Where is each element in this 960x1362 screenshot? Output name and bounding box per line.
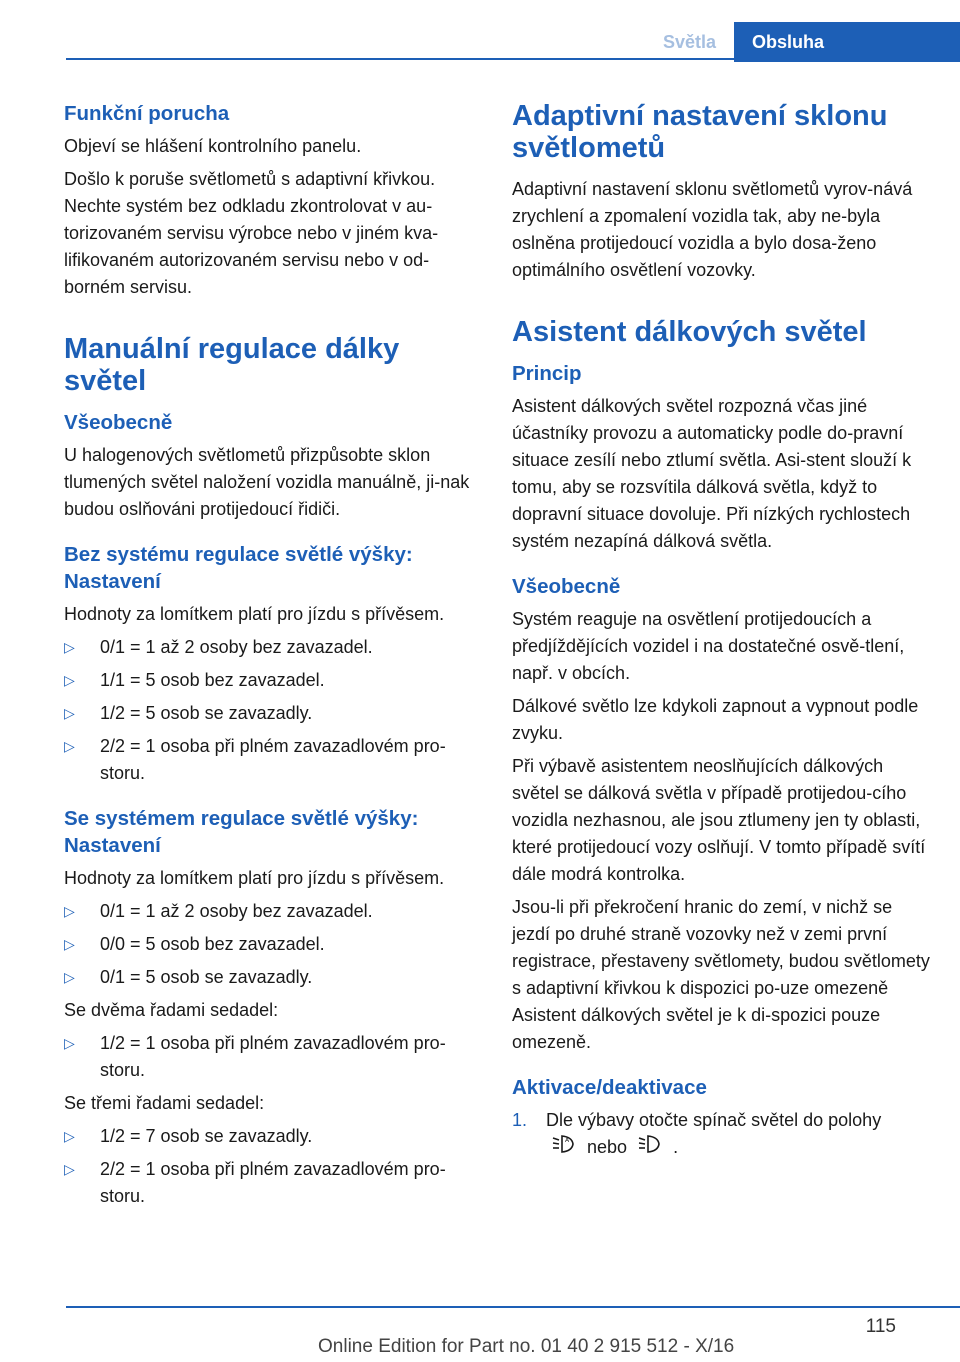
paragraph: Dálkové světlo lze kdykoli zapnout a vypnout podle zvyku.	[512, 696, 919, 743]
paragraph: Systém reaguje na osvětlení protijedoucích a předjíždějících vozidel i na dostatečné osvě-tlení, např. v obcích.	[512, 609, 905, 683]
list-item: ▷ 1/1 = 5 osob bez zavazadel.	[64, 667, 482, 694]
heading-asistent-dalkovych-svetel: Asistent dálkových světel	[512, 316, 867, 348]
heading-se-systemem: Se systémem regulace světlé výšky: Nastavení	[64, 807, 419, 857]
list-item: ▷ 0/1 = 1 až 2 osoby bez zavazadel.	[64, 634, 482, 661]
paragraph: Jsou-li při překročení hranic do zemí, v nichž se jezdí po druhé straně vozovky než v zemi první registrace, přestaveny světlomety, budou světlomety s adaptivní křivkou k dispozici po-uze omezeně Asistent dálkových světel je k di-spozici pouze omezeně.	[512, 897, 930, 1052]
heading-vseobecne: Všeobecně	[64, 411, 173, 434]
paragraph: Hodnoty za lomítkem platí pro jízdu s přívěsem.	[64, 604, 445, 624]
paragraph: Adaptivní nastavení sklonu světlometů vyrov-nává zrychlení a zpomalení vozidla tak, aby ne-byla oslněna protijedoucí vozidla a bylo dosa-ženo optimálního osvětlení vozovky.	[512, 179, 913, 280]
triangle-bullet-icon: ▷	[64, 639, 75, 655]
footer-rule	[66, 1306, 960, 1308]
step-or: nebo	[587, 1137, 628, 1157]
triangle-bullet-icon: ▷	[64, 705, 75, 721]
triangle-bullet-icon: ▷	[64, 1161, 75, 1177]
triangle-bullet-icon: ▷	[64, 903, 75, 919]
heading-vseobecne: Všeobecně	[512, 575, 621, 598]
svg-text:A: A	[565, 1137, 570, 1145]
heading-bez-systemu: Bez systému regulace světlé výšky: Nastavení	[64, 543, 413, 593]
page-number: 115	[865, 1316, 896, 1337]
list-item: ▷ 1/2 = 5 osob se zavazadly.	[64, 700, 482, 727]
step-number: 1.	[512, 1110, 528, 1130]
list-item: ▷ 0/1 = 5 osob se zavazadly.	[64, 964, 482, 991]
heading-funkcni-porucha: Funkční porucha	[64, 102, 230, 125]
list-tri-rady	[64, 1123, 482, 1210]
left-column	[64, 100, 482, 1216]
heading-manualni-regulace: Manuální regulace dálky světel	[64, 333, 400, 397]
triangle-bullet-icon: ▷	[64, 969, 75, 985]
triangle-bullet-icon: ▷	[64, 936, 75, 952]
paragraph: Se dvěma řadami sedadel:	[64, 1000, 279, 1020]
list-item: ▷ 0/0 = 5 osob bez zavazadel.	[64, 931, 482, 958]
low-beam-icon	[638, 1134, 662, 1162]
list-se-systemem	[64, 898, 482, 991]
step-text: Dle výbavy otočte spínač světel do polohy	[546, 1110, 882, 1130]
paragraph: Se třemi řadami sedadel:	[64, 1093, 265, 1113]
tab-obsluha[interactable]: Obsluha	[734, 22, 960, 62]
heading-aktivace-deaktivace: Aktivace/deaktivace	[512, 1076, 707, 1099]
triangle-bullet-icon: ▷	[64, 672, 75, 688]
header-rule	[66, 58, 960, 60]
heading-adaptivni-nastaveni: Adaptivní nastavení sklonu světlometů	[512, 100, 888, 164]
triangle-bullet-icon: ▷	[64, 1128, 75, 1144]
triangle-bullet-icon: ▷	[64, 1035, 75, 1051]
list-item: ▷ 2/2 = 1 osoba při plném zavazadlovém pro-storu.	[64, 733, 482, 787]
paragraph: Došlo k poruše světlometů s adaptivní křivkou. Nechte systém bez odkladu zkontrolovat v au-torizovaném servisu výrobce nebo v jiném kva-lifikovaném autorizovaném servisu nebo v od-borném servisu.	[64, 169, 439, 297]
list-dve-rady	[64, 1030, 482, 1084]
list-item: ▷ 2/2 = 1 osoba při plném zavazadlovém pro-storu.	[64, 1156, 482, 1210]
paragraph: Při výbavě asistentem neoslňujících dálkových světel se dálková světla v případě protijedou-cího vozidla nezhasnou, ale jsou ztlumeny jen ty oblasti, které protijedoucí vozy oslňují. V tomto případě svítí dále modrá kontrolka.	[512, 756, 926, 884]
header-bar	[66, 22, 960, 60]
heading-princip: Princip	[512, 362, 582, 385]
list-item: ▷ 0/1 = 1 až 2 osoby bez zavazadel.	[64, 898, 482, 925]
list-bez-systemu	[64, 634, 482, 787]
steps-list	[512, 1107, 930, 1162]
paragraph: Hodnoty za lomítkem platí pro jízdu s přívěsem.	[64, 868, 445, 888]
right-column	[512, 100, 930, 1162]
step-item	[512, 1107, 930, 1162]
paragraph: U halogenových světlometů přizpůsobte sklon tlumených světel naložení vozidla manuálně, ji-nak budou oslňováni protijedoucí řidiči.	[64, 445, 470, 519]
triangle-bullet-icon: ▷	[64, 738, 75, 754]
footer-edition: Online Edition for Part no. 01 40 2 915 512 - X/16	[318, 1336, 735, 1357]
tab-svetla[interactable]: Světla	[662, 32, 716, 52]
paragraph: Asistent dálkových světel rozpozná včas jiné účastníky provozu a automaticky podle do-pravní situace zesílí nebo ztlumí světla. Asi-stent slouží k tomu, aby se rozsvítila dálková světla, když to dopravní situace dovoluje. Při nízkých rychlostech systém nezapíná dálková světla.	[512, 396, 912, 551]
step-end: .	[673, 1137, 679, 1157]
auto-headlight-icon	[552, 1134, 576, 1162]
list-item: ▷ 1/2 = 1 osoba při plném zavazadlovém pro-storu.	[64, 1030, 482, 1084]
paragraph: Objeví se hlášení kontrolního panelu.	[64, 136, 362, 156]
list-item: ▷ 1/2 = 7 osob se zavazadly.	[64, 1123, 482, 1150]
